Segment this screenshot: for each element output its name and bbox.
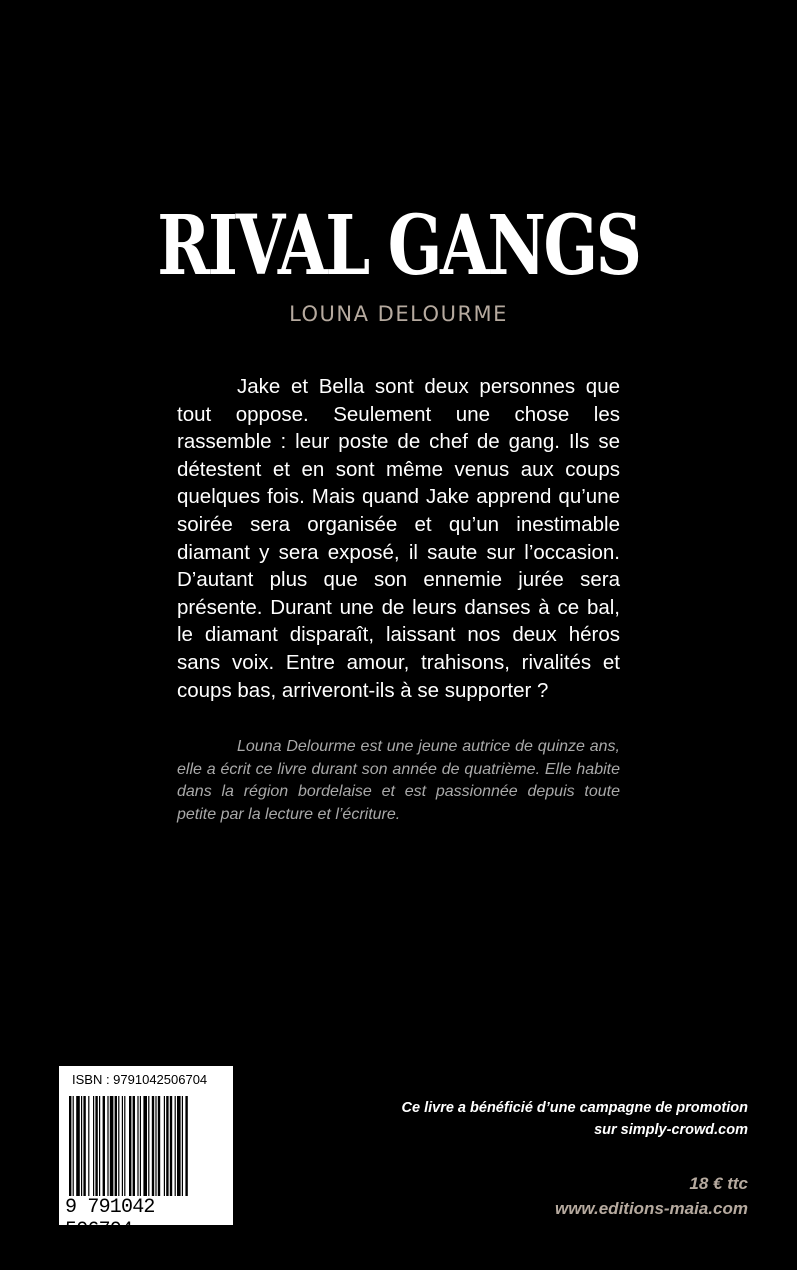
promotion-line-2: sur simply-crowd.com xyxy=(594,1122,748,1138)
barcode-icon xyxy=(67,1096,225,1196)
promotion-line-1: Ce livre a bénéficié d’une campagne de promotion xyxy=(401,1100,748,1116)
book-title: RIVAL GANGS xyxy=(157,198,640,294)
promotion-note xyxy=(348,1097,748,1141)
price-label: 18 € ttc xyxy=(689,1174,748,1193)
book-summary: Jake et Bella sont deux personnes que tout oppose. Seulement une chose les rassemble : leur poste de chef de gang. Ils se détestent et en sont même venus aux coups quelques fois. Mais quand Jake apprend qu’une soirée sera organisée et qu’un inestimable diamant y sera exposé, il saute sur l’occasion. D’autant plus que son ennemie jurée sera présente. Durant une de leurs danses à ce bal, le diamant disparaît, laissant nos deux héros sans voix. Entre amour, trahisons, rivalités et coups bas, arriveront-ils à se supporter ? xyxy=(177,375,620,702)
barcode-panel xyxy=(59,1066,233,1242)
barcode-digits: 9 791042 506704 xyxy=(65,1196,155,1242)
isbn-label: ISBN : 9791042506704 xyxy=(72,1072,208,1087)
author-bio: Louna Delourme est une jeune autrice de quinze ans, elle a écrit ce livre durant son année de quatrième. Elle habite dans la région bordelaise et est passionnée depuis toute petite par la lecture et l’écriture. xyxy=(177,738,620,823)
author-name: LOUNA DELOURME xyxy=(289,302,508,326)
publisher-website: www.editions-maia.com xyxy=(554,1199,748,1218)
